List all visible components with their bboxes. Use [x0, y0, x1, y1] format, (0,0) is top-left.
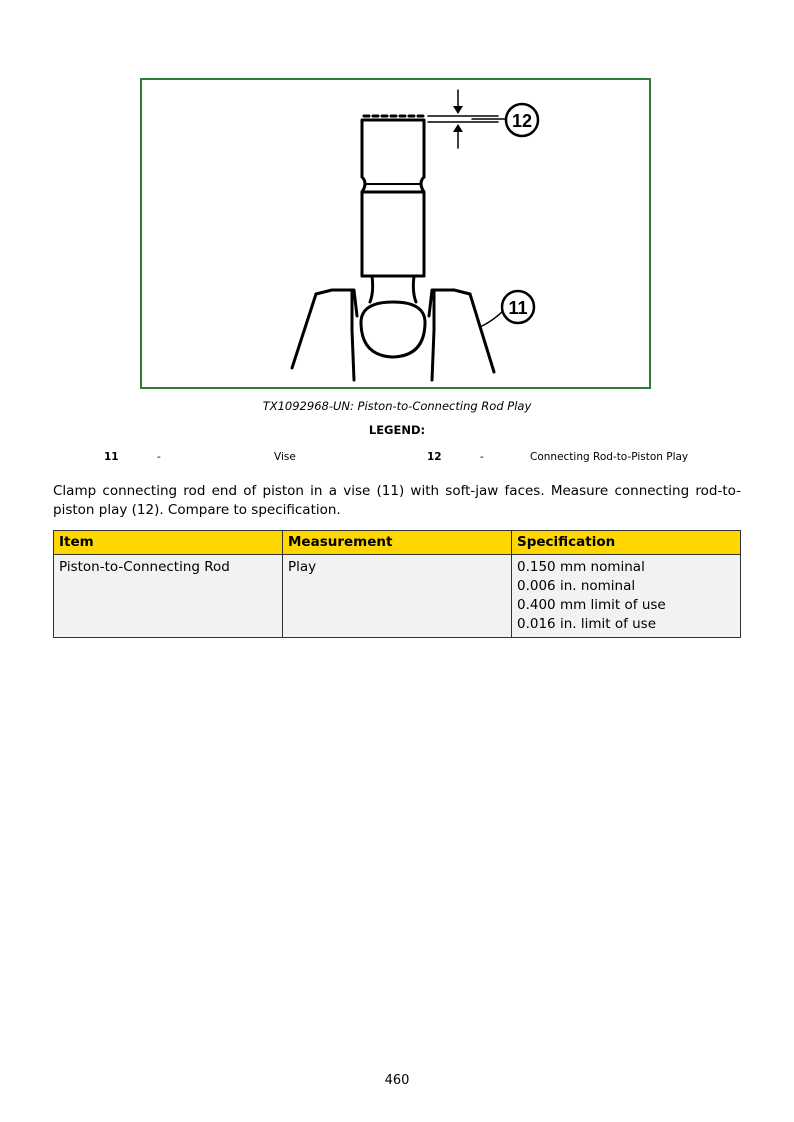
- spec-line: 0.400 mm limit of use: [517, 597, 666, 613]
- header-specification: Specification: [512, 531, 741, 555]
- legend-item-11-dash: -: [157, 451, 161, 463]
- table-header-row: [54, 531, 741, 555]
- spec-line: 0.006 in. nominal: [517, 578, 636, 594]
- header-measurement: Measurement: [283, 531, 512, 555]
- piston-rod-illustration: [142, 80, 649, 387]
- callout-11: 11: [508, 298, 528, 318]
- cell-measurement: Play: [283, 555, 512, 638]
- legend-item-11-label: Vise: [274, 451, 296, 463]
- legend-item-12-label: Connecting Rod-to-Piston Play: [530, 451, 689, 463]
- legend-item-12-dash: -: [480, 451, 484, 463]
- figure-caption: TX1092968-UN: Piston-to-Connecting Rod Play: [262, 399, 532, 413]
- spec-line: 0.150 mm nominal: [517, 559, 645, 575]
- instruction-paragraph: Clamp connecting rod end of piston in a vise (11) with soft-jaw faces. Measure connecting rod-to-piston play (12). Compare to specification.: [53, 483, 741, 518]
- header-item: Item: [54, 531, 283, 555]
- figure-frame: [140, 78, 651, 389]
- cell-item: Piston-to-Connecting Rod: [54, 555, 283, 638]
- legend-item-12-number: 12: [427, 451, 442, 463]
- callout-12: 12: [511, 111, 533, 131]
- table-row: [54, 555, 741, 638]
- legend-title: LEGEND:: [368, 423, 426, 437]
- legend-item-11-number: 11: [104, 451, 119, 463]
- spec-line: 0.016 in. limit of use: [517, 616, 657, 632]
- cell-specification: [512, 555, 741, 638]
- specification-table: [53, 530, 741, 638]
- page-number: 460: [384, 1073, 410, 1088]
